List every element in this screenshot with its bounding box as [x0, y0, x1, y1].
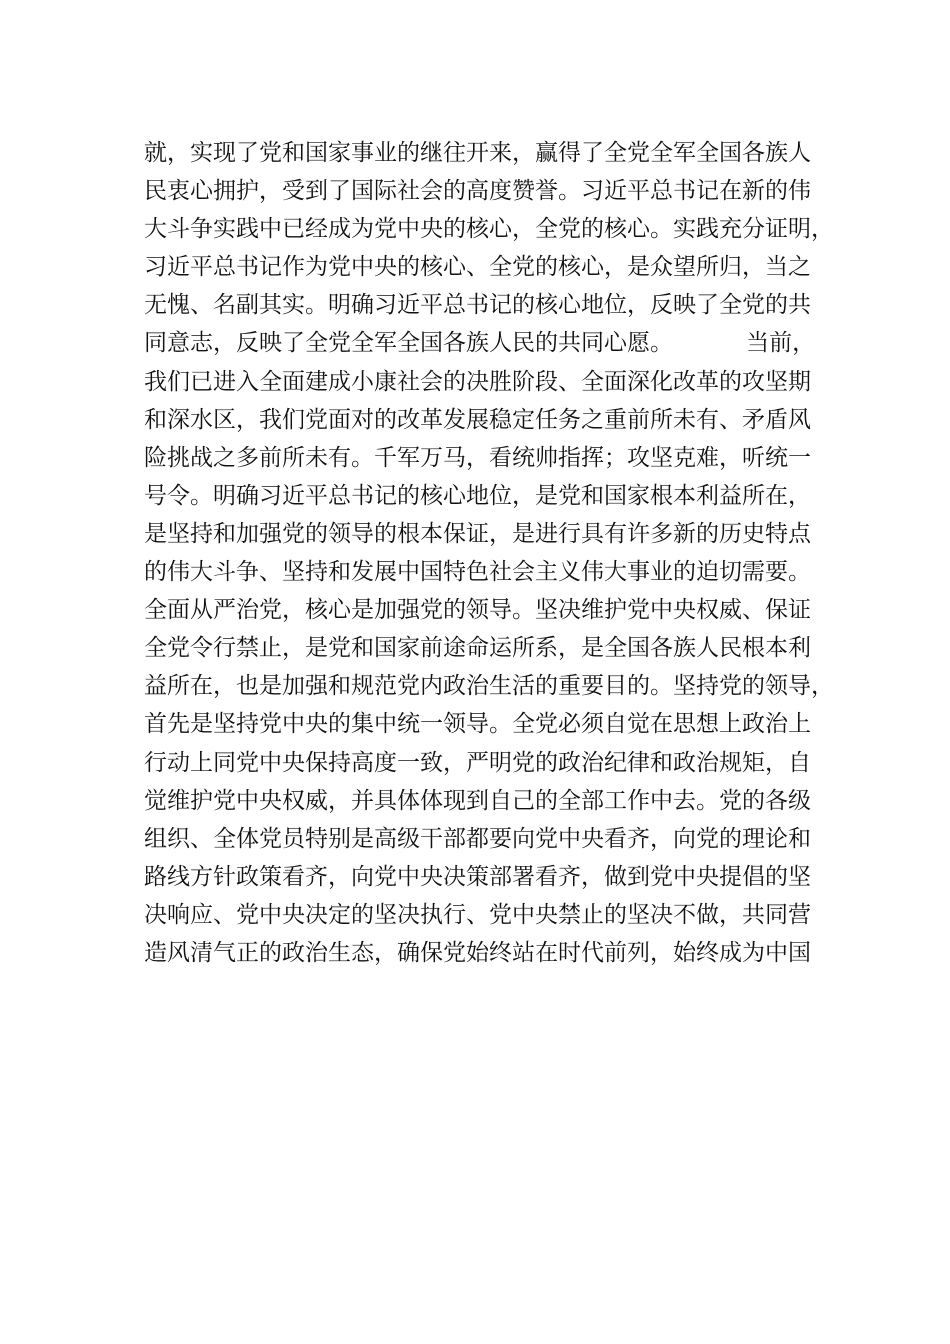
text-line: 就，实现了党和国家事业的继往开来，赢得了全党全军全国各族人: [144, 140, 811, 166]
text-line: 行动上同党中央保持高度一致，严明党的政治纪律和政治规矩，自: [144, 749, 811, 776]
text-line: 益所在，也是加强和规范党内政治生活的重要目的。坚持党的领导，: [144, 673, 834, 700]
text-line: 号令。明确习近平总书记的核心地位，是党和国家根本利益所在，: [144, 482, 811, 509]
text-line: 民衷心拥护，受到了国际社会的高度赞誉。习近平总书记在新的伟: [144, 178, 811, 205]
text-line: 习近平总书记作为党中央的核心、全党的核心，是众望所归，当之: [144, 254, 811, 281]
text-line: 组织、全体党员特别是高级干部都要向党中央看齐，向党的理论和: [144, 825, 811, 852]
text-line: 险挑战之多前所未有。千军万马，看统帅指挥；攻坚克难，听统一: [144, 444, 811, 471]
text-line: 全党令行禁止，是党和国家前途命运所系，是全国各族人民根本利: [144, 635, 811, 662]
text-line: 全面从严治党，核心是加强党的领导。坚决维护党中央权威、保证: [144, 597, 811, 624]
text-line: 无愧、名副其实。明确习近平总书记的核心地位，反映了全党的共: [144, 292, 811, 319]
text-line: 路线方针政策看齐，向党中央决策部署看齐，做到党中央提倡的坚: [144, 863, 811, 890]
text-line: 首先是坚持党中央的集中统一领导。全党必须自觉在思想上政治上: [144, 711, 811, 738]
text-line: 决响应、党中央决定的坚决执行、党中央禁止的坚决不做，共同营: [144, 901, 811, 928]
text-line: 大斗争实践中已经成为党中央的核心，全党的核心。实践充分证明，: [144, 216, 834, 243]
text-line: 造风清气正的政治生态，确保党始终站在时代前列，始终成为中国: [144, 939, 811, 966]
body-text: [144, 134, 834, 972]
text-line: 同意志，反映了全党全军全国各族人民的共同心愿。 当前，: [144, 330, 816, 357]
text-line: 我们已进入全面建成小康社会的决胜阶段、全面深化改革的攻坚期: [144, 368, 811, 395]
text-line: 觉维护党中央权威，并具体体现到自己的全部工作中去。党的各级: [144, 787, 811, 814]
text-line: 和深水区，我们党面对的改革发展稳定任务之重前所未有、矛盾风: [144, 406, 811, 433]
text-line: 是坚持和加强党的领导的根本保证，是进行具有许多新的历史特点: [144, 520, 811, 547]
text-line: 的伟大斗争、坚持和发展中国特色社会主义伟大事业的迫切需要。: [144, 559, 811, 586]
